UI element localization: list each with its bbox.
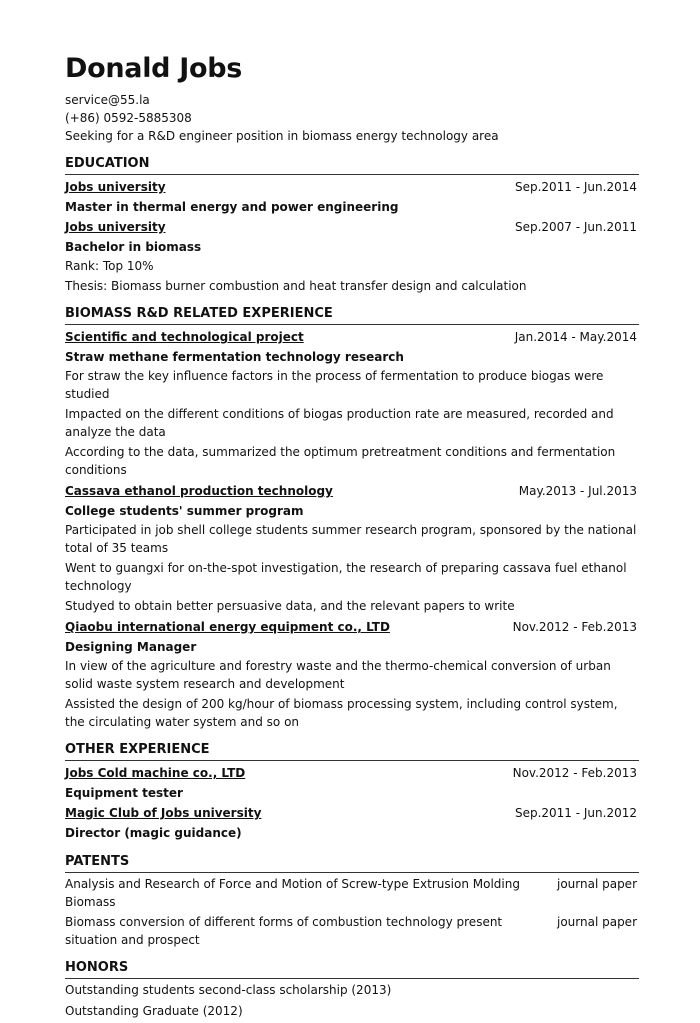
honor-item: Outstanding students second-class scholarship (2013) [65, 983, 392, 997]
patent-title: Biomass conversion of different forms of combustion technology present situation and prospect [65, 915, 503, 947]
entry-role: Director (magic guidance) [65, 826, 242, 840]
entry-detail: Rank: Top 10% [65, 259, 154, 273]
entry-date: Nov.2012 - Feb.2013 [512, 620, 637, 634]
education-section [65, 155, 639, 295]
candidate-name: Donald Jobs [65, 53, 243, 84]
entry-detail: Went to guangxi for on-the-spot investigation, the research of preparing cassava fuel ethanol technology [65, 561, 627, 593]
patents-section [65, 853, 639, 949]
patent-type: journal paper [556, 915, 637, 929]
entry-organization: Jobs university [65, 220, 166, 234]
entry-organization: Cassava ethanol production technology [65, 484, 333, 498]
career-objective: Seeking for a R&D engineer position in biomass energy technology area [65, 129, 499, 143]
entry-detail: Thesis: Biomass burner combustion and heat transfer design and calculation [65, 279, 527, 293]
education-entry [65, 177, 639, 217]
entry-organization: Qiaobu international energy equipment co., LTD [65, 620, 390, 634]
entry-detail: Assisted the design of 200 kg/hour of biomass processing system, including control system, the circulating water system and so on [65, 697, 618, 729]
patent-type: journal paper [556, 877, 637, 891]
entry-date: Sep.2011 - Jun.2012 [514, 806, 637, 820]
entry-organization: Magic Club of Jobs university [65, 806, 262, 820]
entry-role: College students' summer program [65, 504, 304, 518]
experience-entry [65, 481, 639, 615]
section-title: OTHER EXPERIENCE [65, 741, 639, 761]
biomass-experience-section [65, 305, 639, 731]
experience-entry [65, 803, 639, 843]
entry-date: Nov.2012 - Feb.2013 [512, 766, 637, 780]
education-entry [65, 217, 639, 295]
patent-item [65, 875, 639, 911]
other-experience-section [65, 741, 639, 843]
section-title: BIOMASS R&D RELATED EXPERIENCE [65, 305, 639, 325]
experience-entry [65, 763, 639, 803]
entry-organization: Scientific and technological project [65, 330, 304, 344]
contact-phone: (+86) 0592-5885308 [65, 111, 192, 125]
section-title: PATENTS [65, 853, 639, 873]
entry-detail: In view of the agriculture and forestry waste and the thermo-chemical conversion of urban solid waste system research and development [65, 659, 611, 691]
entry-detail: According to the data, summarized the optimum pretreatment conditions and fermentation conditions [65, 445, 616, 477]
patent-item [65, 913, 639, 949]
entry-date: Sep.2011 - Jun.2014 [514, 180, 637, 194]
patent-title: Analysis and Research of Force and Motion of Screw-type Extrusion Molding Biomass [65, 877, 520, 909]
experience-entry [65, 617, 639, 731]
section-title: EDUCATION [65, 155, 639, 175]
entry-detail: Studyed to obtain better persuasive data, and the relevant papers to write [65, 599, 515, 613]
honor-item: Outstanding Graduate (2012) [65, 1004, 243, 1018]
entry-detail: Participated in job shell college students summer research program, sponsored by the national total of 35 teams [65, 523, 637, 555]
entry-date: May.2013 - Jul.2013 [518, 484, 637, 498]
entry-role: Straw methane fermentation technology research [65, 350, 404, 364]
entry-role: Bachelor in biomass [65, 240, 202, 254]
entry-date: Sep.2007 - Jun.2011 [514, 220, 637, 234]
entry-role: Designing Manager [65, 640, 197, 654]
entry-role: Master in thermal energy and power engineering [65, 200, 399, 214]
entry-organization: Jobs Cold machine co., LTD [65, 766, 246, 780]
experience-entry [65, 327, 639, 479]
entry-detail: Impacted on the different conditions of biogas production rate are measured, recorded and analyze the data [65, 407, 614, 439]
contact-email: service@55.la [65, 93, 150, 107]
entry-detail: For straw the key influence factors in the process of fermentation to produce biogas were studied [65, 369, 604, 401]
entry-date: Jan.2014 - May.2014 [514, 330, 637, 344]
section-title: HONORS [65, 959, 639, 979]
entry-organization: Jobs university [65, 180, 166, 194]
resume-document [65, 50, 639, 1023]
entry-role: Equipment tester [65, 786, 183, 800]
